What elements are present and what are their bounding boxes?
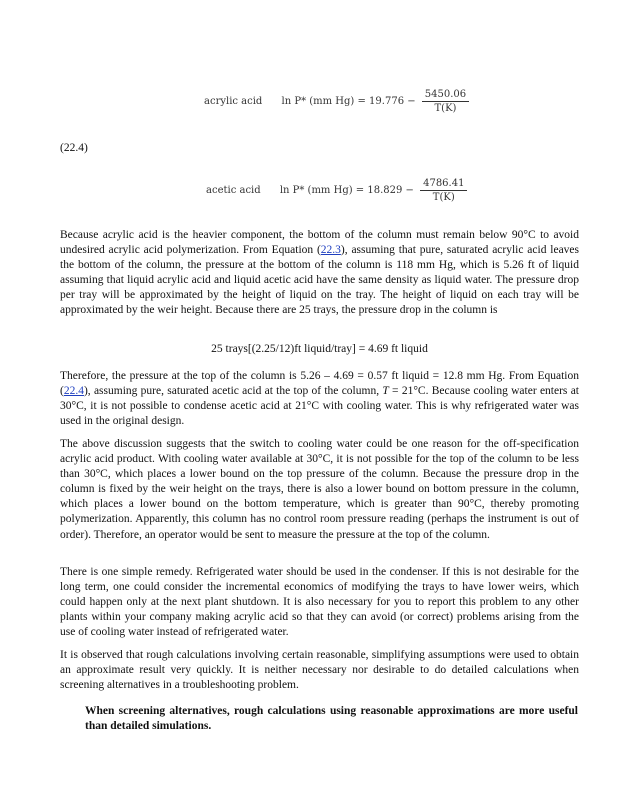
fraction-denominator: T(K) (434, 103, 457, 114)
equation-fraction (422, 89, 469, 114)
fraction-denominator: T(K) (432, 192, 455, 203)
pressure-drop-equation: 25 trays[(2.25/12)ft liquid/tray] = 4.69 ft liquid (211, 343, 428, 355)
text-span: = 21°C. Because cooling water enters at 30°C, it is not possible to condense acetic acid at 21°C with cooling water. This is why refrigerated water was used in the original design. (60, 385, 579, 428)
acrylic-acid-equation (204, 89, 469, 114)
paragraph-remedy: There is one simple remedy. Refrigerated water should be used in the condenser. If this is not desirable for the long term, one could consider the incremental economics of modifying the trays to have lower weirs, which could happen only at the next plant shutdown. It is also necessary for you to report this problem to any other plants within your company making acrylic acid so that they can avoid (or correct) problems arising from the use of cooling water instead of refrigerated water. (60, 566, 579, 639)
equation-label: acetic acid (206, 185, 261, 196)
equation-link-22-4[interactable]: 22.4 (63, 385, 84, 398)
paragraph-observation: It is observed that rough calculations involving certain reasonable, simplifying assumptions were used to obtain an approximate result very quickly. It is neither necessary nor desirable to do detailed calculations when screening alternatives in a troubleshooting problem. (60, 649, 579, 692)
key-takeaway-note: When screening alternatives, rough calculations using reasonable approximations are more useful than detailed simulations. (85, 705, 578, 733)
text-span: Because acrylic acid is the heavier component, the bottom of the column must remain below 90°C to avoid undesired acrylic acid polymerization. From Equation ( (60, 229, 579, 257)
text-span: ), assuming pure, saturated acetic acid at the top of the column, (83, 385, 383, 398)
equation-number: (22.4) (60, 142, 88, 154)
text-span: ), assuming that pure, saturated acrylic acid leaves the bottom of the column, the pressure at the bottom of the column is 118 mm Hg, which is 5.26 ft of liquid assuming that liquid acrylic acid and liquid acetic acid have the same density as liquid water. The pressure drop per tray will be approximated by the height of liquid on the tray. The height of liquid on each tray will be approximated by the weir height. Because there are 25 trays, the pressure drop in the column is (60, 244, 579, 317)
paragraph-pressure-top (60, 369, 579, 429)
fraction-numerator: 4786.41 (420, 178, 467, 191)
equation-link-22-3[interactable]: 22.3 (320, 244, 341, 257)
text-span: Therefore, the pressure at the top of the column is 5.26 – 4.69 = 0.57 ft liquid = 12.8 mm Hg. From Equation ( (60, 370, 579, 398)
equation-lhs: ln P* (mm Hg) = 18.829 − (279, 185, 414, 196)
equation-lhs: ln P* (mm Hg) = 19.776 − (281, 96, 416, 107)
equation-fraction (420, 178, 467, 203)
fraction-numerator: 5450.06 (422, 89, 469, 102)
temperature-symbol: T (382, 385, 389, 398)
acetic-acid-equation (206, 178, 467, 203)
paragraph-pressure-bottom (60, 228, 579, 319)
equation-label: acrylic acid (204, 96, 263, 107)
paragraph-discussion: The above discussion suggests that the switch to cooling water could be one reason for the off-specification acrylic acid product. With cooling water available at 30°C, it is not possible for the top of the column to be less than 30°C, which places a lower bound on the top pressure of the column. Because the pressure drop in the column is fixed by the weir height on the trays, there is also a lower bound on bottom pressure in the column, which places a lower bound on the bottom temperature, which is greater than 90°C, thereby promoting polymerization. Apparently, this column has no control room pressure reading (perhaps the instrument is out of order). Therefore, an operator would be sent to measure the pressure at the top of the column. (60, 438, 579, 541)
